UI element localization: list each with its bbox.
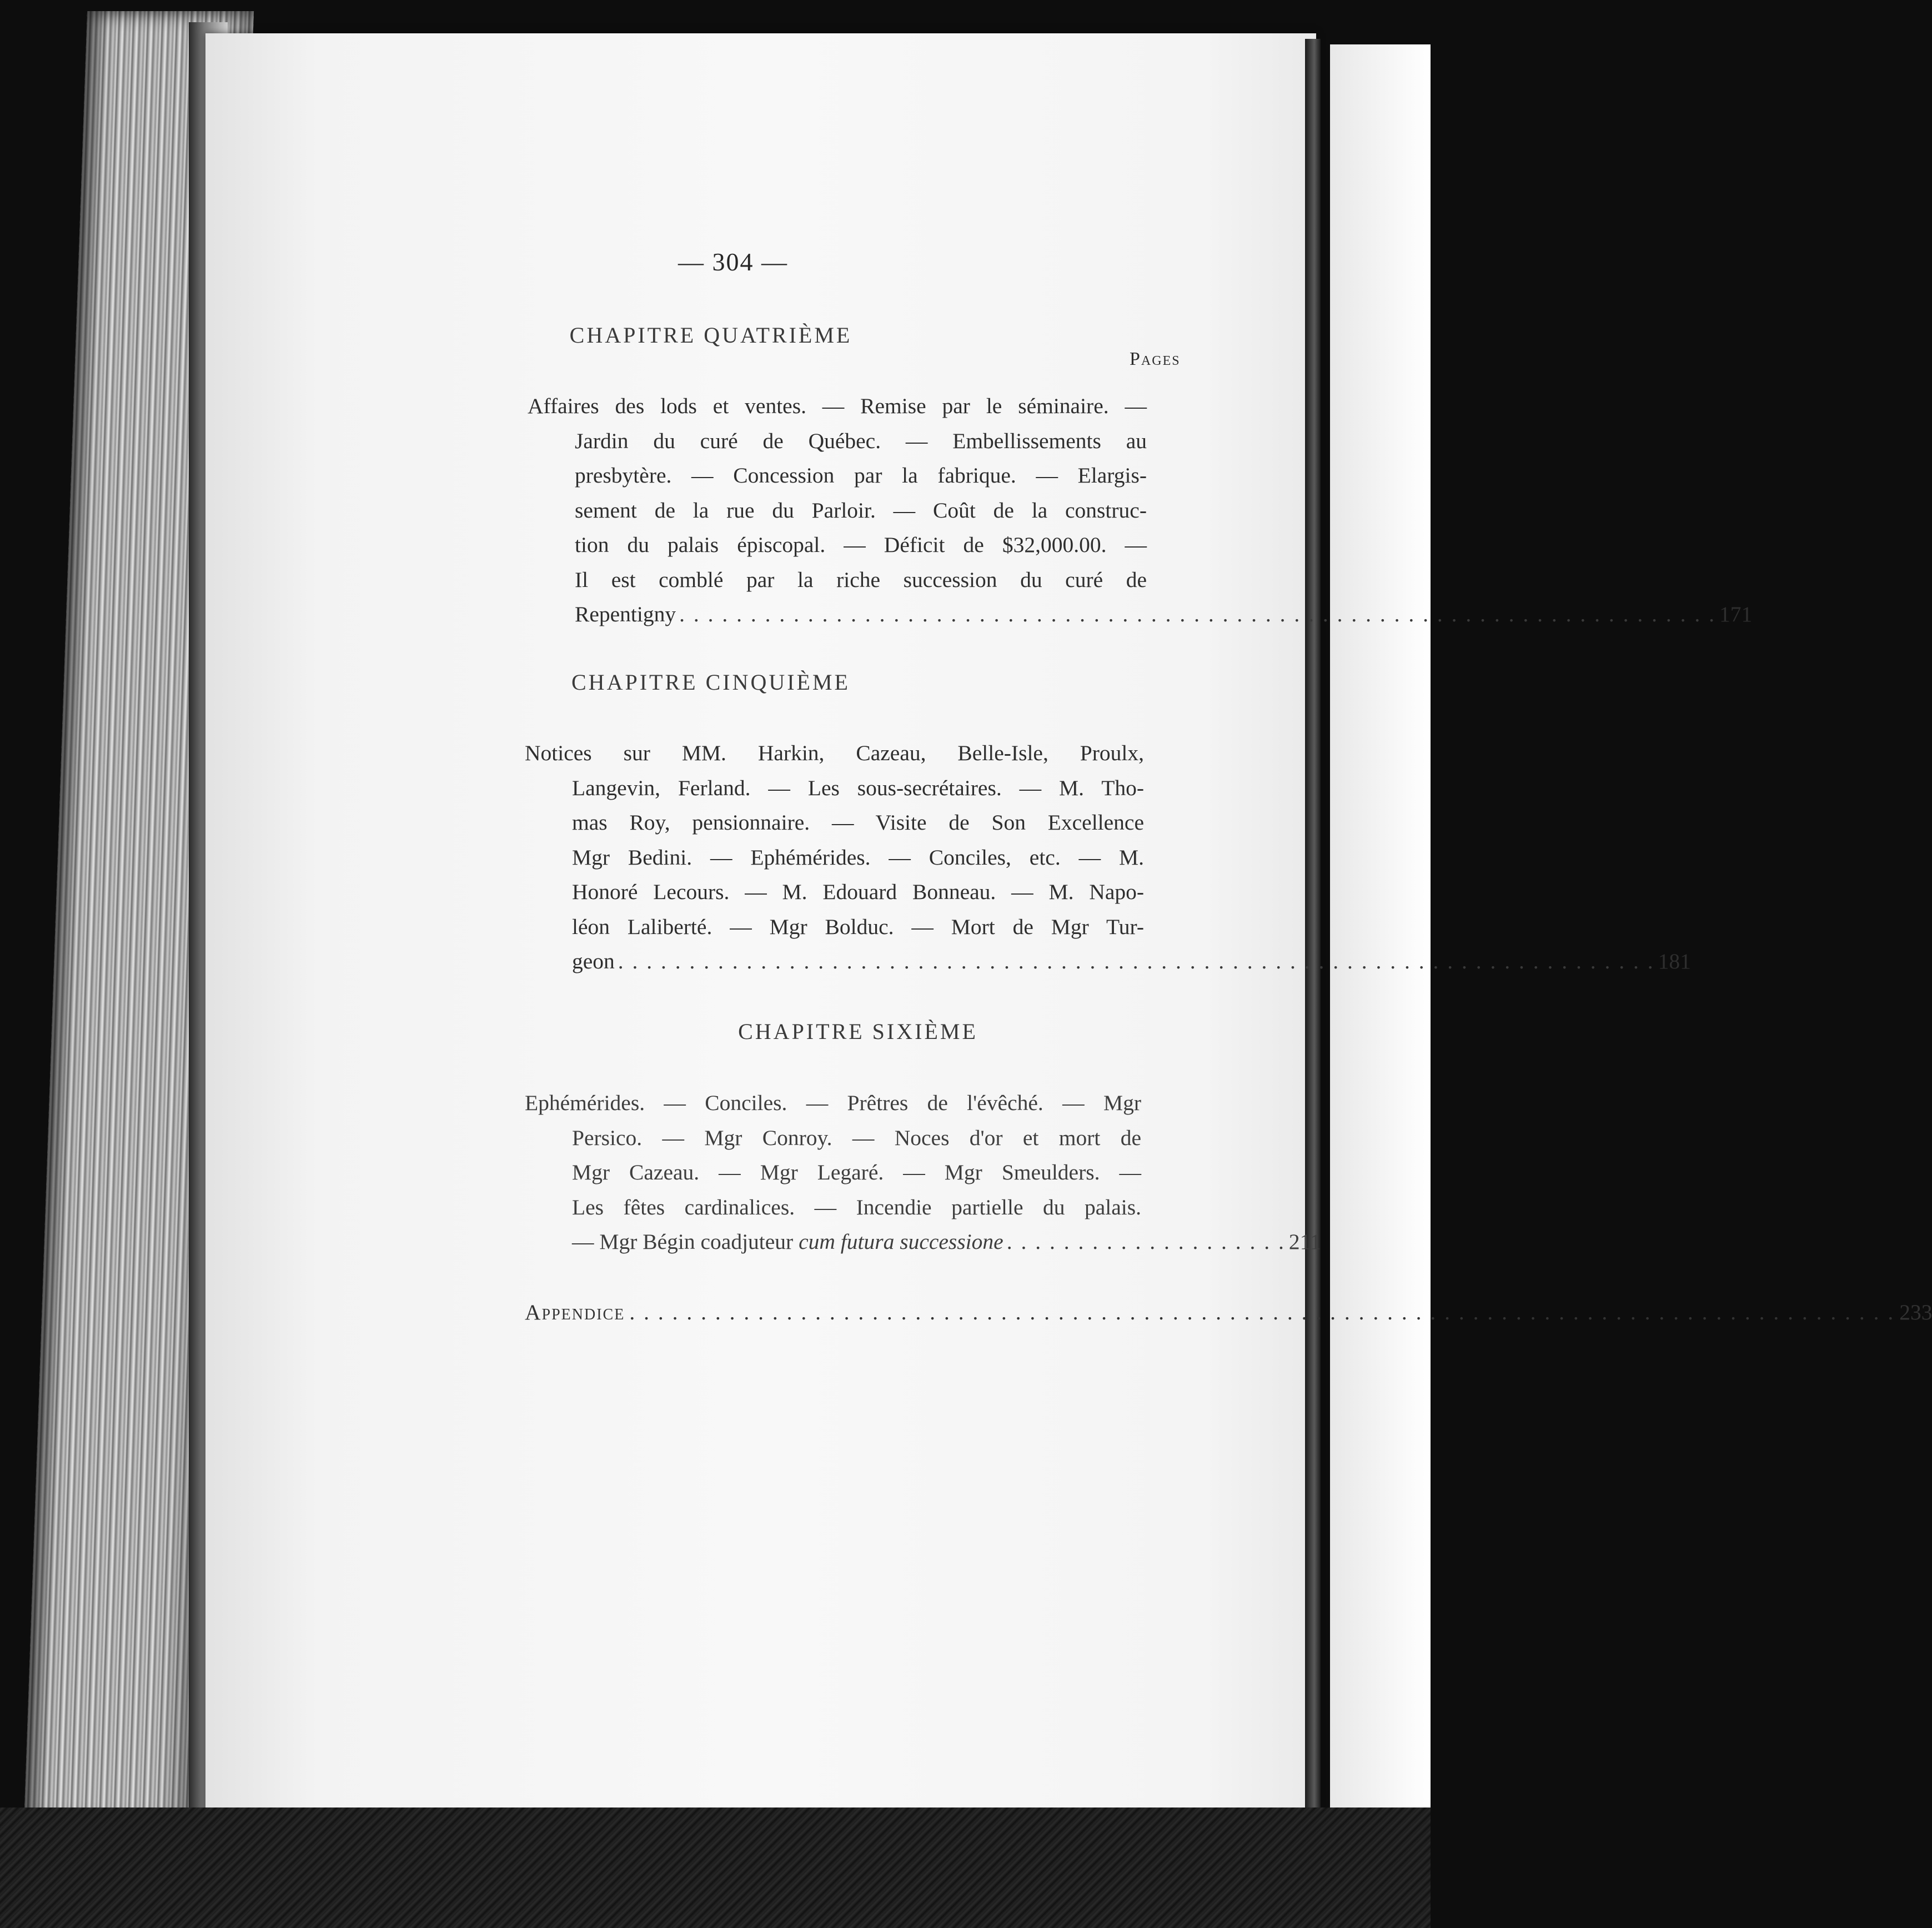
toc-page-number: 211 [1288, 1229, 1321, 1254]
leader-dots: . . . . . . . . . . . . . . . . . . . . [1006, 1229, 1286, 1254]
toc-entry [525, 1086, 1321, 1259]
background-surface [0, 1808, 1431, 1928]
toc-entry-line: Il est comblé par la riche succession du curé de [575, 567, 1147, 592]
toc-entry-line: — Mgr Bégin coadjuteur [572, 1229, 794, 1254]
toc-entry-line: geon [572, 949, 615, 973]
toc-entry-last-line [525, 944, 1691, 979]
toc-entry-last-line [525, 1224, 1321, 1259]
pages-column-label: Pages [1130, 349, 1181, 369]
toc-entry [525, 736, 1691, 979]
toc-entry-line: Repentigny [575, 602, 676, 626]
toc-entry-line: Ephémérides. — Conciles. — Prêtres de l'évêché. — Mgr [525, 1091, 1141, 1115]
toc-entry-line: tion du palais épiscopal. — Déficit de $32,000.00. — [575, 533, 1147, 557]
toc-entry-line: presbytère. — Concession par la fabrique. — Elargis- [575, 463, 1147, 488]
toc-page-number: 181 [1658, 949, 1691, 973]
chapter-heading: CHAPITRE CINQUIÈME [571, 670, 850, 695]
toc-entry-line: Les fêtes cardinalices. — Incendie partielle du palais. [572, 1194, 1141, 1219]
toc-page-number: 171 [1719, 602, 1753, 626]
toc-entry-line: léon Laliberté. — Mgr Bolduc. — Mort de Mgr Tur- [572, 914, 1144, 939]
toc-entry-line: Honoré Lecours. — M. Edouard Bonneau. — M. Napo- [572, 880, 1144, 904]
chapter-heading: CHAPITRE QUATRIÈME [569, 323, 852, 348]
toc-entry-line: Langevin, Ferland. — Les sous-secrétaires. — M. Tho- [572, 775, 1144, 800]
page-number: — 304 — [678, 248, 788, 276]
toc-entry-line: mas Roy, pensionnaire. — Visite de Son Excellence [572, 810, 1144, 835]
next-page-edge [1330, 44, 1431, 1810]
toc-entry-line: Persico. — Mgr Conroy. — Noces d'or et mort de [572, 1125, 1141, 1150]
toc-entry-line: Mgr Cazeau. — Mgr Legaré. — Mgr Smeulders. — [572, 1160, 1141, 1184]
page-edge-shadow [1305, 39, 1321, 1816]
leader-dots: . . . . . . . . . . . . . . . . . . . . . . . . . . . . . . . . . . . . . . . . . . . . . . . . . . . . . . . . . . . . . . . . . . . . . . . . . . . . . . . . . . . . . . . . . [629, 1300, 1895, 1324]
leader-dots: . . . . . . . . . . . . . . . . . . . . . . . . . . . . . . . . . . . . . . . . . . . . . . . . . . . . . . . . . . . . . . . . . . . . . . . . . [618, 949, 1655, 973]
toc-entry [528, 389, 1753, 632]
toc-entry-line: Notices sur MM. Harkin, Cazeau, Belle-Isle, Proulx, [525, 741, 1144, 765]
toc-entry-line: Jardin du curé de Québec. — Embellissements au [575, 428, 1147, 453]
toc-entry-last-line [528, 597, 1753, 632]
toc-entry-line: Affaires des lods et ventes. — Remise par le séminaire. — [528, 394, 1147, 418]
toc-entry-line: sement de la rue du Parloir. — Coût de la construc- [575, 498, 1147, 523]
latin-phrase: cum futura successione [799, 1229, 1003, 1254]
leader-dots: . . . . . . . . . . . . . . . . . . . . . . . . . . . . . . . . . . . . . . . . . . . . . . . . . . . . . . . . . . . . . . . . . . . . . . . . . [679, 602, 1716, 626]
toc-entry-line: Mgr Bedini. — Ephémérides. — Conciles, etc. — M. [572, 845, 1144, 870]
appendix-entry [525, 1299, 1932, 1325]
appendix-label: Appendice [525, 1300, 625, 1324]
toc-entry-tail [572, 1224, 1003, 1259]
toc-page-number: 233 [1899, 1300, 1932, 1324]
chapter-heading: CHAPITRE SIXIÈME [738, 1019, 978, 1044]
